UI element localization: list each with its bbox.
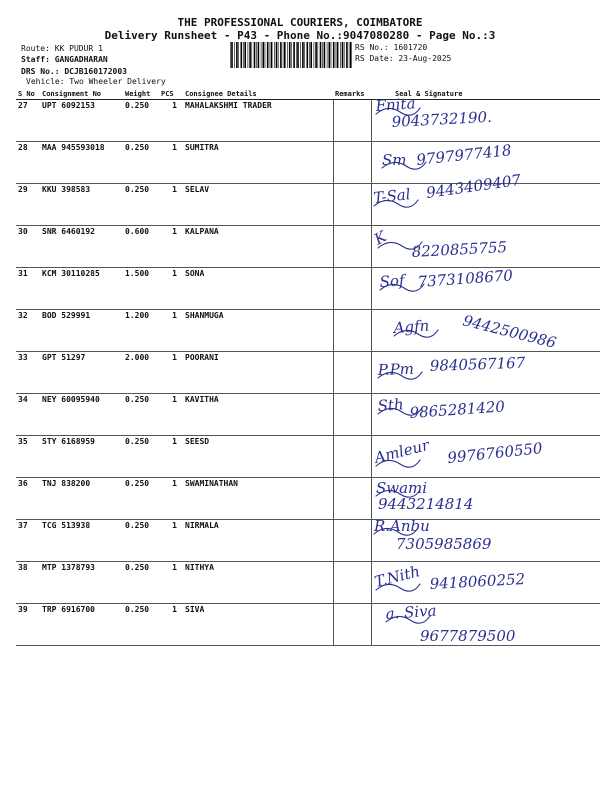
row-sno: 27 — [16, 100, 40, 142]
row-weight: 0.250 — [123, 520, 159, 562]
row-pcs: 1 — [159, 184, 183, 226]
handwritten-signature — [372, 601, 597, 643]
signature-name: K — [370, 227, 390, 249]
col-signature: Seal & Signature — [371, 88, 600, 100]
table-row — [16, 184, 600, 226]
rs-number: RS No.: 1601720 — [355, 43, 428, 52]
row-consignment-no: KCM 30110285 — [40, 268, 123, 310]
row-consignee: MAHALAKSHMI TRADER — [183, 100, 333, 142]
signature-name: Fnita — [374, 94, 416, 115]
signature-phone: 9976760550 — [446, 439, 543, 467]
row-remarks — [333, 394, 371, 436]
row-sno: 38 — [16, 562, 40, 604]
signature-phone: 7305985869 — [395, 535, 491, 553]
table-row — [16, 268, 600, 310]
row-consignment-no: NEY 60095940 — [40, 394, 123, 436]
signature-name: a. Siva — [384, 601, 437, 623]
row-remarks — [333, 100, 371, 142]
row-signature — [371, 268, 600, 310]
row-weight: 0.250 — [123, 604, 159, 646]
row-sno: 32 — [16, 310, 40, 352]
signature-phone: 9840567167 — [429, 353, 526, 375]
row-sno: 28 — [16, 142, 40, 184]
table-row — [16, 436, 600, 478]
signature-phone: 9797977418 — [415, 141, 512, 169]
row-consignment-no: TNJ 838200 — [40, 478, 123, 520]
row-weight: 0.250 — [123, 478, 159, 520]
handwritten-signature — [372, 265, 597, 307]
row-weight: 0.250 — [123, 184, 159, 226]
rs-date: RS Date: 23-Aug-2025 — [355, 54, 452, 63]
row-weight: 0.600 — [123, 226, 159, 268]
col-sno: S No — [16, 88, 40, 100]
row-signature — [371, 562, 600, 604]
row-signature — [371, 478, 600, 520]
row-sno: 36 — [16, 478, 40, 520]
row-pcs: 1 — [159, 100, 183, 142]
signature-name: Swami — [375, 479, 427, 497]
handwritten-signature — [372, 349, 597, 391]
row-consignment-no: STY 6168959 — [40, 436, 123, 478]
signature-name: P.Pm — [377, 359, 414, 379]
col-consignment: Consignment No — [40, 88, 123, 100]
row-consignment-no: BOD 529991 — [40, 310, 123, 352]
row-remarks — [333, 184, 371, 226]
row-pcs: 1 — [159, 394, 183, 436]
row-pcs: 1 — [159, 142, 183, 184]
row-signature — [371, 352, 600, 394]
table-row — [16, 478, 600, 520]
row-sno: 30 — [16, 226, 40, 268]
row-signature — [371, 170, 600, 226]
row-weight: 0.250 — [123, 142, 159, 184]
signature-name: Amleur — [372, 435, 431, 467]
signature-name: R.Anbu — [373, 517, 430, 535]
signature-phone: 9418060252 — [428, 570, 526, 593]
signature-phone: 9677879500 — [419, 627, 515, 645]
table-row — [16, 520, 600, 562]
row-pcs: 1 — [159, 562, 183, 604]
runsheet-subtitle: Delivery Runsheet - P43 - Phone No.:9047080280 - Page No.:3 — [104, 29, 496, 42]
runsheet-table — [16, 88, 600, 646]
table-row — [16, 394, 600, 436]
signature-name: Agfn — [392, 316, 430, 337]
row-signature — [371, 517, 600, 562]
signature-phone: 9442500986 — [460, 311, 558, 352]
row-remarks — [333, 352, 371, 394]
table-row — [16, 604, 600, 646]
row-consignee: SWAMINATHAN — [183, 478, 333, 520]
row-pcs: 1 — [159, 604, 183, 646]
row-consignee: KALPANA — [183, 226, 333, 268]
table-row — [16, 352, 600, 394]
row-remarks — [333, 604, 371, 646]
col-pcs: PCS — [159, 88, 183, 100]
route-label: Route: KK PUDUR 1 — [21, 44, 103, 53]
row-consignee: KAVITHA — [183, 394, 333, 436]
row-remarks — [333, 226, 371, 268]
row-remarks — [333, 562, 371, 604]
handwritten-signature — [372, 223, 597, 265]
row-sno: 39 — [16, 604, 40, 646]
row-signature — [371, 310, 600, 352]
row-sno: 31 — [16, 268, 40, 310]
row-weight: 0.250 — [123, 394, 159, 436]
row-consignment-no: GPT 51297 — [40, 352, 123, 394]
signature-name: T.Nith — [372, 562, 422, 591]
row-consignee: POORANI — [183, 352, 333, 394]
row-sno: 33 — [16, 352, 40, 394]
row-pcs: 1 — [159, 268, 183, 310]
row-pcs: 1 — [159, 478, 183, 520]
signature-phone: 9865281420 — [408, 397, 505, 422]
row-remarks — [333, 142, 371, 184]
handwritten-signature — [372, 475, 597, 517]
row-pcs: 1 — [159, 352, 183, 394]
handwritten-signature — [372, 307, 597, 352]
row-signature — [371, 94, 600, 142]
handwritten-signature — [372, 94, 597, 139]
row-remarks — [333, 436, 371, 478]
signature-phone: 7373108670 — [416, 266, 513, 291]
handwritten-signature — [372, 391, 597, 433]
row-remarks — [333, 310, 371, 352]
row-remarks — [333, 520, 371, 562]
row-consignee: SUMITRA — [183, 142, 333, 184]
row-sno: 34 — [16, 394, 40, 436]
row-consignment-no: MTP 1378793 — [40, 562, 123, 604]
handwritten-signature — [372, 433, 597, 475]
row-consignment-no: TRP 6916700 — [40, 604, 123, 646]
signature-phone: 9043732190. — [390, 107, 492, 131]
row-consignee: NITHYA — [183, 562, 333, 604]
table-row — [16, 226, 600, 268]
row-signature — [371, 394, 600, 436]
row-signature — [371, 601, 600, 646]
signature-name: Sof — [378, 271, 405, 291]
row-remarks — [333, 268, 371, 310]
row-consignee: SELAV — [183, 184, 333, 226]
row-consignment-no: KKU 398583 — [40, 184, 123, 226]
row-consignee: SEESD — [183, 436, 333, 478]
row-sno: 35 — [16, 436, 40, 478]
signature-name: Sm — [381, 151, 406, 169]
col-weight: Weight — [123, 88, 159, 100]
barcode — [230, 42, 352, 68]
signature-phone: 8220855755 — [410, 238, 508, 261]
table-row — [16, 100, 600, 142]
col-consignee: Consignee Details — [183, 88, 333, 100]
row-pcs: 1 — [159, 520, 183, 562]
signature-phone: 9443214814 — [377, 495, 473, 513]
row-weight: 1.500 — [123, 268, 159, 310]
row-sno: 29 — [16, 184, 40, 226]
handwritten-signature — [372, 517, 597, 559]
row-consignment-no: MAA 945593018 — [40, 142, 123, 184]
row-weight: 0.250 — [123, 100, 159, 142]
staff-label: Staff: GANGADHARAN — [21, 55, 108, 64]
row-consignee: SIVA — [183, 604, 333, 646]
row-weight: 1.200 — [123, 310, 159, 352]
row-pcs: 1 — [159, 226, 183, 268]
col-remarks: Remarks — [333, 88, 371, 100]
row-remarks — [333, 478, 371, 520]
signature-phone: 9443409407 — [424, 170, 522, 202]
row-weight: 0.250 — [123, 436, 159, 478]
row-consignee: SHANMUGA — [183, 310, 333, 352]
handwritten-signature — [372, 559, 597, 601]
row-consignment-no: SNR 6460192 — [40, 226, 123, 268]
row-pcs: 1 — [159, 310, 183, 352]
signature-name: Sth — [376, 395, 404, 415]
row-sno: 37 — [16, 520, 40, 562]
table-row — [16, 310, 600, 352]
handwritten-signature — [372, 170, 597, 223]
row-signature — [371, 436, 600, 478]
vehicle-label: Vehicle: Two Wheeler Delivery — [26, 77, 166, 86]
signature-name: T-Sal — [372, 185, 411, 207]
row-consignee: SONA — [183, 268, 333, 310]
row-consignment-no: TCG 513938 — [40, 520, 123, 562]
row-pcs: 1 — [159, 436, 183, 478]
handwritten-signature — [372, 139, 597, 181]
table-row — [16, 562, 600, 604]
row-consignee: NIRMALA — [183, 520, 333, 562]
drs-number: DRS No.: DCJB160172003 — [21, 67, 127, 76]
company-title: THE PROFESSIONAL COURIERS, COIMBATORE — [177, 16, 423, 29]
row-signature — [371, 226, 600, 268]
row-consignment-no: UPT 6092153 — [40, 100, 123, 142]
row-weight: 2.000 — [123, 352, 159, 394]
row-weight: 0.250 — [123, 562, 159, 604]
